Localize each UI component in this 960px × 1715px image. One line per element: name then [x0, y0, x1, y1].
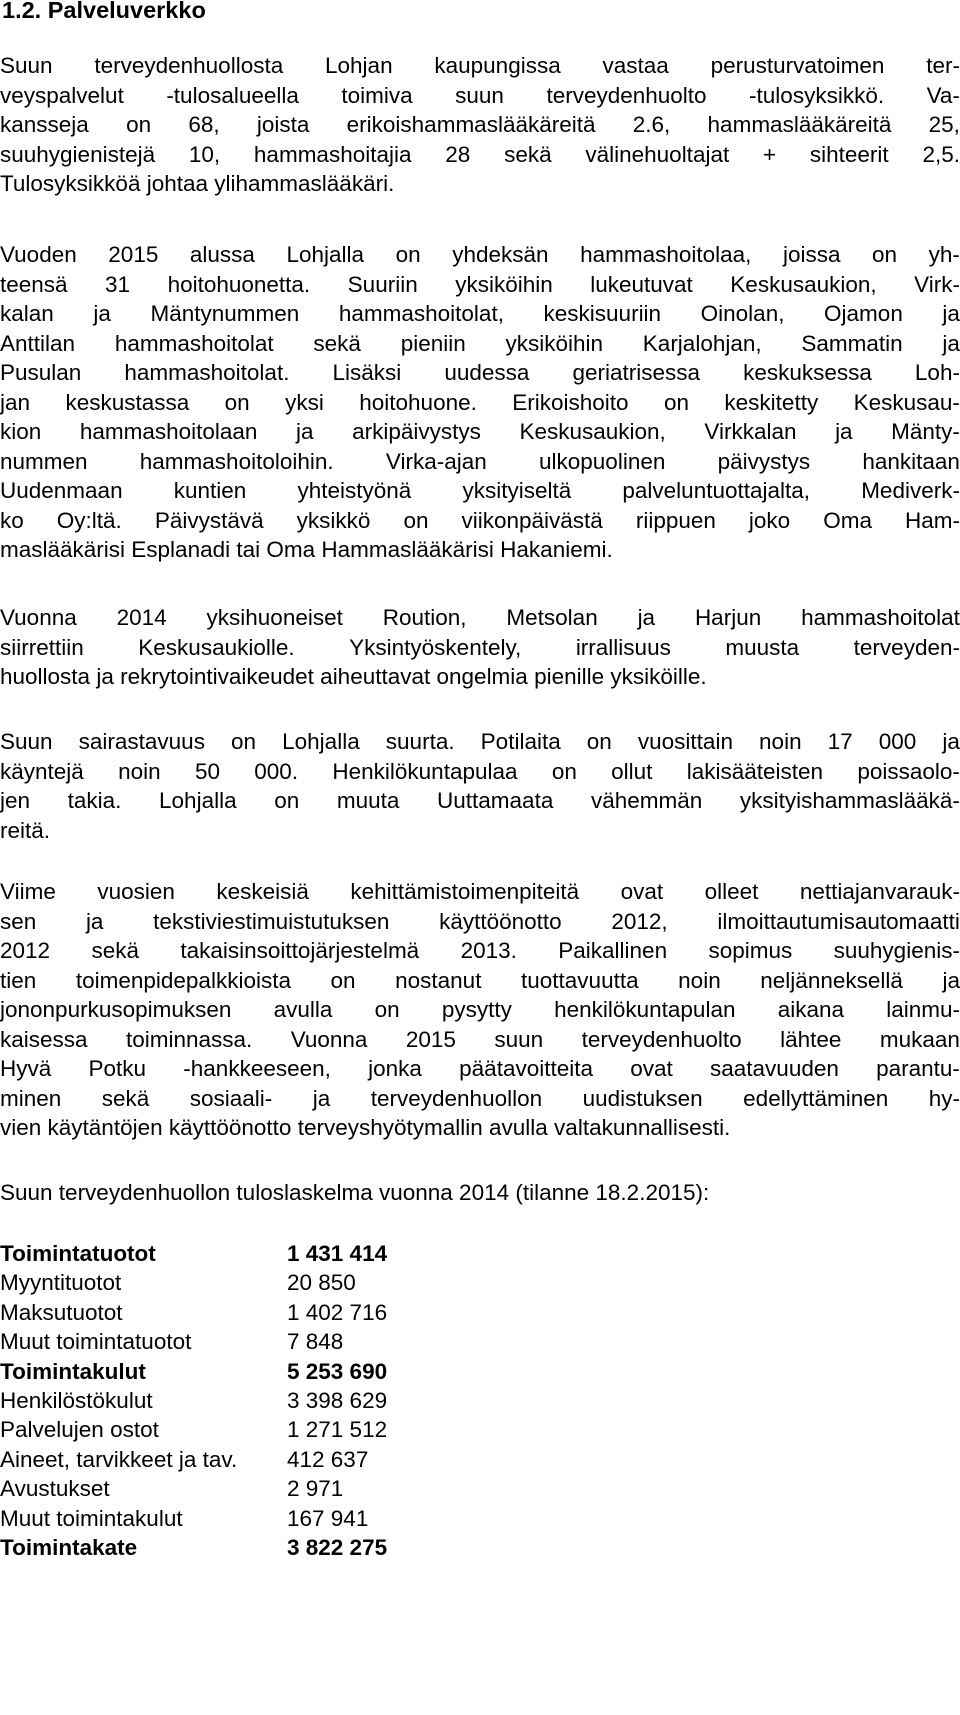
word: Viime [0, 879, 56, 904]
table-row [0, 1533, 960, 1562]
text-line: Suun terveydenhuollon tuloslaskelma vuonna 2014 (tilanne 18.2.2015): [0, 1180, 710, 1205]
text-line [0, 633, 960, 663]
word: hammashoitolat, [338, 301, 504, 326]
word: Vuoden [0, 242, 77, 267]
word: Ojamon [824, 301, 903, 326]
word: joista [256, 112, 310, 137]
text-line [0, 299, 960, 329]
paragraph-development [0, 877, 960, 1143]
word: 2012, [611, 908, 668, 934]
word: sen [0, 908, 37, 934]
word: on [274, 788, 300, 813]
word: 31 [105, 271, 131, 297]
word: 28 [445, 141, 471, 167]
word: ja [312, 1085, 331, 1111]
word: Lohjalla [286, 242, 365, 267]
word: yksi [285, 389, 324, 415]
text-line [0, 603, 960, 633]
word: suuhygienistejä [0, 141, 156, 167]
word: Oinolan, [700, 301, 785, 326]
text-line [0, 786, 960, 816]
word: Suuriin [347, 271, 418, 297]
word: ilmoittautumisautomaatti [717, 908, 960, 934]
word: Vuonna [290, 1026, 368, 1052]
word: käyttöönotto [439, 908, 562, 934]
word: ja [942, 330, 960, 356]
word: takaisinsoittojärjestelmä [180, 938, 420, 963]
table-row [0, 1415, 960, 1444]
word: ja [85, 908, 104, 934]
word: aikana [777, 997, 844, 1022]
word: on [872, 242, 898, 267]
word: yhteistyönä [297, 478, 412, 503]
word: hammashoitolaa, [580, 242, 752, 267]
word: ja [942, 301, 960, 326]
word: Uudenmaan [0, 478, 123, 503]
word: avulla [273, 997, 333, 1022]
word: suun [494, 1026, 544, 1052]
section-heading: 1.2. Palveluverkko [2, 0, 206, 23]
word: ja [942, 729, 960, 754]
word: saatavuuden [710, 1056, 839, 1081]
word: Päivystävä [154, 507, 264, 533]
word: jonka [368, 1056, 422, 1081]
word: jen [0, 788, 31, 813]
row-value: 2 971 [287, 1476, 344, 1502]
word: Harjun [694, 605, 762, 630]
row-label: Toimintakulut [0, 1358, 146, 1384]
word: parantu- [876, 1056, 960, 1081]
word: ja [942, 967, 960, 993]
word: minen [0, 1085, 62, 1111]
text-line [0, 110, 960, 140]
word: 68, [188, 112, 220, 137]
word: 000. [254, 758, 299, 784]
word: 000 [878, 729, 917, 754]
text-line [0, 476, 960, 506]
paragraph-income-statement-intro [0, 1178, 960, 1208]
word: 2,5. [922, 141, 960, 167]
row-label: Toimintakate [0, 1534, 138, 1560]
word: yh- [928, 242, 960, 267]
word: irrallisuus [575, 634, 671, 660]
word: Keskusaukion, [730, 271, 877, 297]
word: siirrettiin [0, 634, 84, 660]
word: suun [455, 82, 504, 108]
table-row [0, 1298, 960, 1327]
word: suuhygienis- [833, 938, 960, 963]
word: Henkilökuntapulaa [332, 758, 518, 784]
text-line [0, 329, 960, 359]
word: on [403, 507, 429, 533]
word: -tulosalueella [166, 82, 299, 108]
text-line [0, 358, 960, 388]
word: Sammatin [801, 330, 903, 356]
word: erikoishammaslääkäreitä [346, 112, 596, 137]
word: ulkopuolinen [539, 448, 666, 474]
word: 2015 [405, 1026, 456, 1052]
word: takia. [67, 788, 122, 813]
word: edellyttäminen [743, 1085, 889, 1111]
word: 2012 [0, 938, 51, 963]
word: keskuksessa [743, 360, 872, 385]
row-value: 167 941 [287, 1505, 369, 1531]
word: hy- [928, 1085, 960, 1111]
word: yksiköihin [455, 271, 553, 297]
word: nettiajanvarauk- [799, 879, 960, 904]
row-label: Henkilöstökulut [0, 1387, 153, 1413]
word: kaisessa [0, 1026, 88, 1052]
word: Ham- [904, 507, 960, 533]
word: lakisääteisten [686, 758, 824, 784]
word: Metsolan [506, 605, 598, 630]
word: ovat [620, 879, 664, 904]
word: tuottavuutta [521, 967, 639, 993]
word: pieniin [400, 330, 466, 356]
text-line [0, 240, 960, 270]
word: on [330, 967, 356, 993]
text-line [0, 995, 960, 1025]
word: Paikallinen [558, 938, 668, 963]
word: vähemmän [590, 788, 703, 813]
word: alussa [189, 242, 255, 267]
word: keskitetty [724, 389, 819, 415]
word: Mediverk- [861, 478, 960, 503]
word: Keskusaukiolle. [138, 634, 295, 660]
word: on [395, 242, 421, 267]
word: perusturvatoimen [710, 53, 885, 78]
word: ja [93, 301, 111, 326]
word: Pusulan [0, 360, 82, 385]
word: joissa [782, 242, 841, 267]
word: Anttilan [0, 330, 76, 356]
word: toimiva [341, 82, 413, 108]
row-value: 3 398 629 [287, 1387, 388, 1413]
word: Loh- [914, 360, 960, 385]
table-row [0, 1474, 960, 1503]
text-line [0, 1054, 960, 1084]
word: noin [118, 758, 161, 784]
word: Keskusaukion, [519, 419, 666, 444]
word: Hyvä [0, 1056, 52, 1081]
word: on [224, 389, 250, 415]
word: muuta [336, 788, 400, 813]
word: terveydenhuollosta [94, 53, 284, 78]
word: 2014 [116, 605, 167, 630]
word: on [374, 997, 400, 1022]
word: on [551, 758, 577, 784]
row-label: Muut toimintakulut [0, 1505, 183, 1531]
paragraph-clinics [0, 240, 960, 565]
word: Virk- [914, 271, 960, 297]
word: hammashoitolat [114, 330, 274, 356]
text-line [0, 907, 960, 937]
word: terveydenhuolto [581, 1026, 742, 1052]
text-line: huollosta ja rekrytointivaikeudet aiheuttavat ongelmia pienille yksiköille. [0, 664, 707, 689]
text-line [0, 936, 960, 966]
table-row [0, 1239, 960, 1268]
word: 2013. [460, 938, 517, 963]
word: Keskusau- [853, 389, 960, 415]
word: Karjalohjan, [642, 330, 762, 356]
row-value: 1 402 716 [287, 1299, 388, 1325]
row-label: Maksutuotot [0, 1299, 123, 1325]
word: on [126, 112, 152, 137]
word: hammashoitolat [801, 605, 960, 630]
word: henkilökuntapulan [554, 997, 736, 1022]
word: Lohjan [325, 53, 393, 78]
table-row [0, 1504, 960, 1533]
word: Suun [0, 729, 53, 754]
word: yhdeksän [452, 242, 549, 267]
table-row [0, 1357, 960, 1386]
row-value: 1 271 512 [287, 1417, 388, 1443]
word: keskeisiä [216, 879, 309, 904]
word: Lohjalla [282, 729, 360, 754]
word: sekä [504, 141, 552, 167]
word: ja [835, 419, 853, 444]
word: Virkkalan [704, 419, 797, 444]
text-line [0, 757, 960, 787]
word: ja [637, 605, 656, 630]
word: hammashoitolat. [124, 360, 290, 385]
word: lähtee [780, 1026, 842, 1052]
paragraph-morbidity [0, 727, 960, 845]
word: kehittämistoimenpiteitä [350, 879, 580, 904]
text-line [0, 877, 960, 907]
word: ovat [630, 1056, 673, 1081]
word: geriatrisessa [572, 360, 701, 385]
word: vuosittain [637, 729, 733, 754]
word: joko [748, 507, 791, 533]
word: viikonpäivästä [461, 507, 603, 533]
word: lukeutuvat [590, 271, 693, 297]
table-row [0, 1386, 960, 1415]
word: arkipäivystys [352, 419, 481, 444]
word: kaupungissa [434, 53, 561, 78]
text-line [0, 417, 960, 447]
text-line [0, 140, 960, 170]
word: 17 [827, 729, 853, 754]
table-row [0, 1445, 960, 1474]
word: noin [759, 729, 802, 754]
row-label: Aineet, tarvikkeet ja tav. [0, 1446, 238, 1472]
word: uudessa [444, 360, 530, 385]
text-line [0, 447, 960, 477]
word: Suun [0, 53, 53, 78]
word: pysytty [441, 997, 512, 1022]
word: lainmu- [886, 997, 960, 1022]
word: jan [0, 389, 31, 415]
word: terveydenhuolto [546, 82, 707, 108]
word: käyntejä [0, 758, 84, 784]
word: kalan [0, 301, 54, 326]
word: keskisuuriin [543, 301, 662, 326]
text-line [0, 506, 960, 536]
text-line [0, 81, 960, 111]
word: on [231, 729, 257, 754]
word: toimenpidepalkkioista [75, 967, 291, 993]
word: ko [0, 507, 24, 533]
word: mukaan [879, 1026, 960, 1052]
word: ter- [926, 53, 960, 78]
word: muusta [725, 634, 800, 660]
word: jononpurkusopimuksen [0, 997, 232, 1022]
word: hankitaan [862, 448, 960, 474]
word: Potku [88, 1056, 147, 1081]
text-line: Tulosyksikköä johtaa ylihammaslääkäri. [0, 171, 395, 196]
word: vuosien [97, 879, 175, 904]
word: yksityiseltä [462, 478, 572, 503]
word: hoitohuonetta. [167, 271, 311, 297]
word: sairastavuus [78, 729, 205, 754]
word: poissaolo- [857, 758, 960, 784]
word: keskustassa [65, 389, 190, 415]
word: noin [678, 967, 721, 993]
word: Virka-ajan [385, 448, 487, 474]
word: sihteerit [809, 141, 889, 167]
word: Potilaita [480, 729, 561, 754]
word: Oma [823, 507, 872, 533]
word: Lisäksi [332, 360, 402, 385]
text-line [0, 270, 960, 300]
word: hammashoitajia [253, 141, 412, 167]
row-value: 5 253 690 [287, 1358, 388, 1384]
word: teensä [0, 271, 68, 297]
word: yksiköihin [505, 330, 604, 356]
table-row [0, 1268, 960, 1297]
word: on [663, 389, 690, 415]
word: yksihuoneiset [206, 605, 343, 630]
row-value: 1 431 414 [287, 1241, 388, 1266]
word: kuntien [173, 478, 247, 503]
word: sekä [101, 1085, 150, 1111]
word: välinehuoltajat [585, 141, 730, 167]
word: Vuonna [0, 605, 77, 630]
row-label: Avustukset [0, 1476, 110, 1502]
word: Mänty- [891, 419, 960, 444]
word: kion [0, 419, 42, 444]
row-value: 20 850 [287, 1270, 356, 1296]
paragraph-organization [0, 51, 960, 199]
text-line [0, 1025, 960, 1055]
word: palveluntuottajalta, [622, 478, 811, 503]
word: Uuttamaata [437, 788, 554, 813]
word: Lohjalla [159, 788, 237, 813]
text-line: maslääkärisi Esplanadi tai Oma Hammaslääkärisi Hakaniemi. [0, 537, 613, 562]
word: ollut [611, 758, 653, 784]
row-label: Toimintatuotot [0, 1241, 156, 1266]
word: sekä [91, 938, 139, 963]
text-line: vien käytäntöjen käyttöönotto terveyshyötymallin avulla valtakunnallisesti. [0, 1115, 731, 1140]
row-value: 3 822 275 [287, 1534, 388, 1560]
table-row [0, 1327, 960, 1356]
word: tien [0, 967, 37, 993]
word: vastaa [602, 53, 669, 78]
word: hammashoitoloihin. [139, 448, 334, 474]
row-value: 7 848 [287, 1329, 344, 1355]
word: -hankkeeseen, [183, 1056, 331, 1081]
word: terveydenhuollon [370, 1085, 543, 1111]
word: tekstiviestimuistutuksen [153, 908, 390, 934]
word: nummen [0, 448, 88, 474]
word: Roution, [382, 605, 467, 630]
word: kansseja [0, 112, 89, 137]
word: suurta. [385, 729, 455, 754]
word: 50 [194, 758, 220, 784]
word: hammashoitolaan [79, 419, 258, 444]
word: 2015 [108, 242, 159, 267]
text-line [0, 1084, 960, 1114]
word: päivystys [717, 448, 811, 474]
word: veyspalvelut [0, 82, 124, 108]
text-line [0, 51, 960, 81]
word: nostanut [395, 967, 482, 993]
row-label: Muut toimintatuotot [0, 1329, 192, 1355]
word: 10, [188, 141, 221, 167]
text-line: reitä. [0, 817, 51, 843]
paragraph-2014-changes [0, 603, 960, 692]
word: Erikoishoito [512, 389, 629, 415]
word: neljänneksellä [760, 967, 903, 993]
word: sekä [313, 330, 361, 356]
word: Mäntynummen [150, 301, 300, 326]
word: 2.6, [632, 112, 671, 137]
word: sopimus [708, 938, 793, 963]
text-line [0, 388, 960, 418]
word: hoitohuone. [359, 389, 477, 415]
word: -tulosyksikkö. [749, 82, 885, 108]
word: sosiaali- [189, 1085, 273, 1111]
word: yksikkö [296, 507, 371, 533]
income-statement-table [0, 1239, 960, 1562]
word: olleet [704, 879, 759, 904]
row-label: Palvelujen ostot [0, 1417, 159, 1443]
row-label: Myyntituotot [0, 1270, 122, 1296]
word: päätavoitteita [459, 1056, 594, 1081]
word: hammaslääkäreitä [707, 112, 892, 137]
word: terveyden- [853, 634, 960, 660]
word: ja [296, 419, 314, 444]
word: Yksintyöskentely, [349, 634, 522, 660]
word: Va- [926, 82, 960, 108]
row-value: 412 637 [287, 1446, 369, 1472]
word: uudistuksen [582, 1085, 703, 1111]
word: toiminnassa. [125, 1026, 253, 1052]
word: Oy:ltä. [56, 507, 122, 533]
word: on [586, 729, 612, 754]
word: riippuen [635, 507, 716, 533]
word: 25, [928, 112, 960, 137]
text-line [0, 727, 960, 757]
word: + [762, 141, 777, 167]
text-line [0, 966, 960, 996]
word: yksityishammaslääkä- [739, 788, 960, 813]
